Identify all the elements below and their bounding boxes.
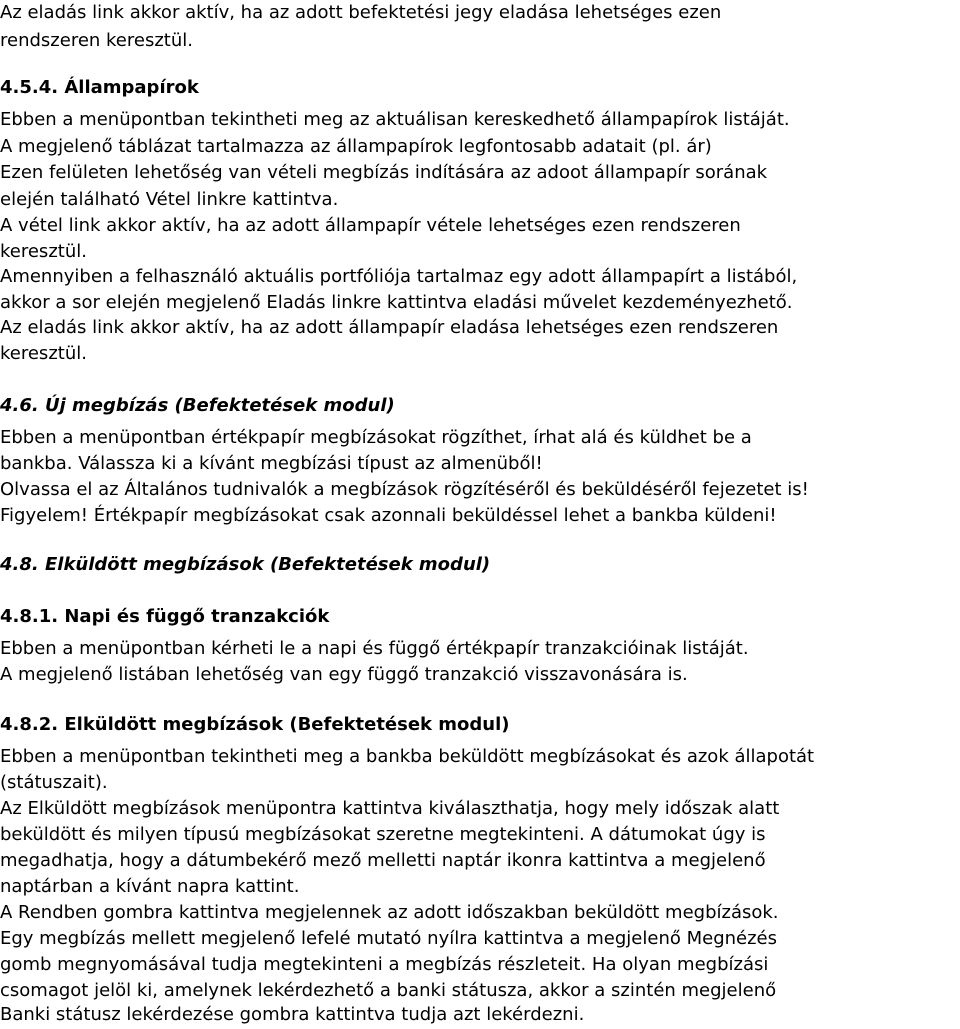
sec-4-5-4-line-10: keresztül. <box>0 343 87 364</box>
intro-line-1: Az eladás link akkor aktív, ha az adott befektetési jegy eladása lehetséges ezen <box>0 2 722 23</box>
sec-4-5-4-line-6: keresztül. <box>0 241 87 262</box>
sec-4-8-2-line-7: A Rendben gombra kattintva megjelennek az adott időszakban beküldött megbízások. <box>0 902 779 923</box>
sec-4-8-2-line-4: beküldött és milyen típusú megbízásokat szeretne megtekinteni. A dátumokat úgy is <box>0 824 766 845</box>
sec-4-5-4-line-5: A vétel link akkor aktív, ha az adott állampapír vétele lehetséges ezen rendszeren <box>0 215 741 236</box>
sec-4-6-line-4: Figyelem! Értékpapír megbízásokat csak azonnali beküldéssel lehet a bankba küldeni! <box>0 505 777 526</box>
heading-4-8-2: 4.8.2. Elküldött megbízások (Befektetések modul) <box>0 714 510 735</box>
sec-4-8-2-line-3: Az Elküldött megbízások menüpontra kattintva kiválaszthatja, hogy mely időszak alatt <box>0 798 780 819</box>
sec-4-8-2-line-9: gomb megnyomásával tudja megtekinteni a megbízás részleteit. Ha olyan megbízási <box>0 954 769 975</box>
sec-4-5-4-line-3: Ezen felületen lehetőség van vételi megbízás indítására az adoot állampapír sorának <box>0 162 768 183</box>
sec-4-6-line-1: Ebben a menüpontban értékpapír megbízásokat rögzíthet, írhat alá és küldhet be a <box>0 427 752 448</box>
sec-4-8-2-line-1: Ebben a menüpontban tekintheti meg a bankba beküldött megbízásokat és azok állapotát <box>0 746 815 767</box>
heading-4-6: 4.6. Új megbízás (Befektetések modul) <box>0 395 395 416</box>
sec-4-5-4-line-2: A megjelenő táblázat tartalmazza az állampapírok legfontosabb adatait (pl. ár) <box>0 136 712 157</box>
sec-4-8-2-line-2: (státuszait). <box>0 772 108 793</box>
sec-4-5-4-line-8: akkor a sor elején megjelenő Eladás linkre kattintva eladási művelet kezdeményezhető. <box>0 292 793 313</box>
sec-4-8-2-line-5: megadhatja, hogy a dátumbekérő mező melletti naptár ikonra kattintva a megjelenő <box>0 850 766 871</box>
sec-4-8-1-line-2: A megjelenő listában lehetőség van egy függő tranzakció visszavonására is. <box>0 664 688 685</box>
heading-4-8-1: 4.8.1. Napi és függő tranzakciók <box>0 606 330 627</box>
sec-4-8-2-line-11: Banki státusz lekérdezése gombra kattintva tudja azt lekérdezni. <box>0 1004 585 1025</box>
sec-4-8-1-line-1: Ebben a menüpontban kérheti le a napi és függő értékpapír tranzakcióinak listáját. <box>0 638 749 659</box>
heading-4-5-4: 4.5.4. Állampapírok <box>0 77 199 98</box>
sec-4-8-2-line-6: naptárban a kívánt napra kattint. <box>0 876 300 897</box>
sec-4-5-4-line-1: Ebben a menüpontban tekintheti meg az aktuálisan kereskedhető állampapírok listáját. <box>0 109 790 130</box>
sec-4-5-4-line-9: Az eladás link akkor aktív, ha az adott állampapír eladása lehetséges ezen rendszeren <box>0 317 779 338</box>
sec-4-6-line-2: bankba. Válassza ki a kívánt megbízási típust az almenüből! <box>0 453 543 474</box>
sec-4-8-2-line-8: Egy megbízás mellett megjelenő lefelé mutató nyílra kattintva a megjelenő Megnézés <box>0 928 777 949</box>
intro-line-2: rendszeren keresztül. <box>0 30 193 51</box>
heading-4-8: 4.8. Elküldött megbízások (Befektetések modul) <box>0 554 491 575</box>
sec-4-5-4-line-4: elején található Vétel linkre kattintva. <box>0 189 339 210</box>
sec-4-6-line-3: Olvassa el az Általános tudnivalók a megbízások rögzítéséről és beküldéséről fejezetet is! <box>0 479 809 500</box>
sec-4-8-2-line-10: csomagot jelöl ki, amelynek lekérdezhető a banki státusza, akkor a szintén megjelenő <box>0 980 777 1001</box>
sec-4-5-4-line-7: Amennyiben a felhasználó aktuális portfóliója tartalmaz egy adott állampapírt a listából, <box>0 266 798 287</box>
